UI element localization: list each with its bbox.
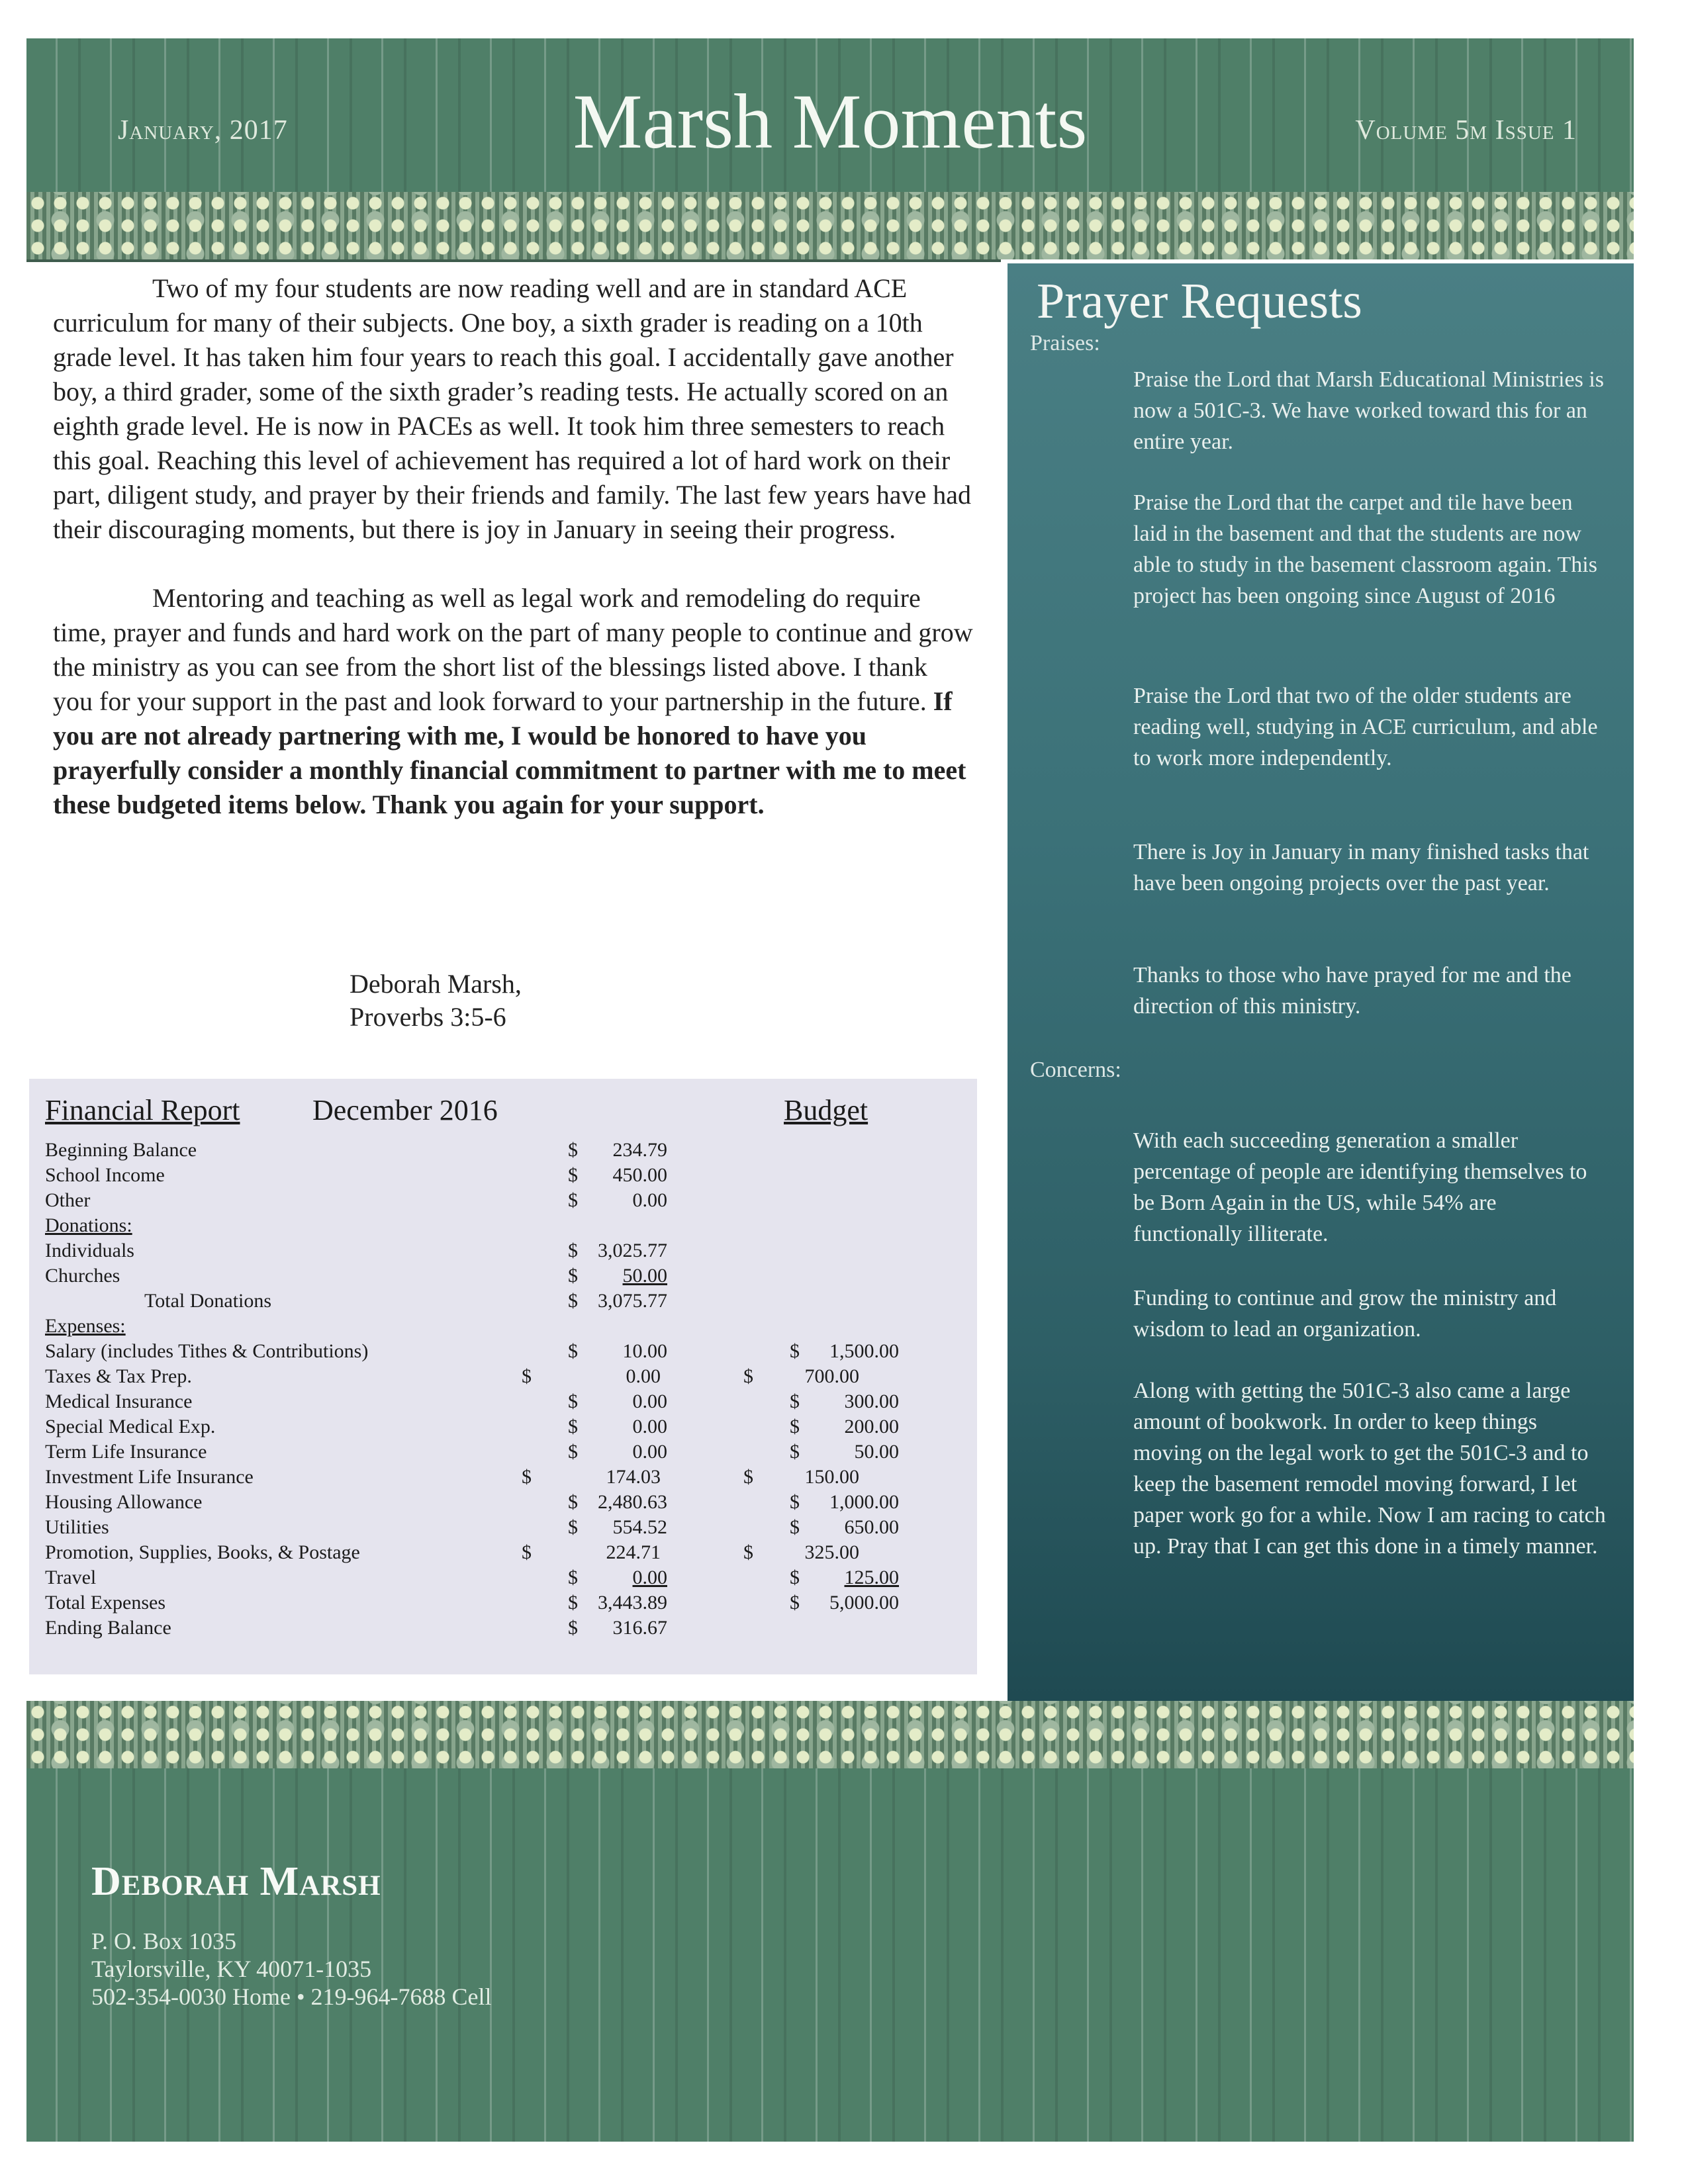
currency-symbol: $	[790, 1416, 800, 1437]
financial-row-label: Travel	[45, 1567, 97, 1588]
currency-symbol: $	[790, 1592, 800, 1614]
letter-appeal: If you are not already partnering with me, I would be honored to have you prayerfully consider a monthly financial commitment to partner with me to meet these budgeted items below. Thank you again for your support.	[53, 686, 966, 819]
decorative-band-bottom	[26, 1701, 1634, 1768]
currency-symbol: $	[568, 1265, 578, 1287]
letter-paragraph-1: Two of my four students are now reading well and are in standard ACE curriculum for many of their subjects. One boy, a sixth grader is reading on a 10th grade level. It has taken him four years to reach this goal. I accidentally gave another boy, a third grader, some of the sixth grader’s reading tests. He actually scored on an eighth grade level. He is now in PACEs as well. It took him three semesters to reach this goal. Reaching this level of achievement has required a lot of hard work on their part, diligent study, and prayer by their friends and family. The last few years have had their discouraging moments, but there is joy in January in seeing their progress.	[53, 273, 971, 544]
financial-report-month: December 2016	[312, 1094, 498, 1126]
financial-row-actual: 0.00	[626, 1365, 661, 1387]
financial-row-label: Salary (includes Tithes & Contributions)	[45, 1340, 369, 1362]
currency-symbol: $	[790, 1567, 800, 1588]
signature-verse: Proverbs 3:5-6	[350, 1002, 506, 1032]
financial-row	[45, 1541, 965, 1565]
financial-row	[45, 1616, 965, 1640]
financial-row-label: Housing Allowance	[45, 1491, 203, 1513]
financial-row	[45, 1314, 965, 1338]
letter-paragraph-2	[53, 581, 973, 822]
currency-symbol: $	[790, 1441, 800, 1463]
financial-row-actual: 0.00	[632, 1567, 667, 1588]
currency-symbol: $	[522, 1541, 532, 1563]
currency-symbol: $	[568, 1617, 578, 1639]
currency-symbol: $	[568, 1441, 578, 1463]
financial-row-actual: 3,025.77	[598, 1240, 667, 1261]
prayer-requests-title: Prayer Requests	[1037, 273, 1362, 329]
financial-row-budget: 1,500.00	[829, 1340, 899, 1362]
concern-item: With each succeeding generation a smaller percentage of people are identifying themselves to be Born Again in the US, while 54% are functionally illiterate.	[1133, 1128, 1587, 1246]
currency-symbol: $	[790, 1516, 800, 1538]
financial-report-title: Financial Report	[45, 1094, 240, 1126]
currency-symbol: $	[568, 1592, 578, 1614]
financial-row-label: Beginning Balance	[45, 1139, 197, 1161]
financial-row-label: School Income	[45, 1164, 165, 1186]
financial-row	[45, 1138, 965, 1162]
issue-volume: Volume 5m Issue 1	[1355, 115, 1577, 146]
currency-symbol: $	[743, 1466, 753, 1488]
financial-budget-heading: Budget	[784, 1094, 868, 1126]
financial-row-label: Churches	[45, 1265, 120, 1287]
footer-contact	[26, 1768, 1634, 2142]
financial-row	[45, 1390, 965, 1414]
prayer-requests-sidebar	[1008, 263, 1634, 1701]
financial-row-label: Special Medical Exp.	[45, 1416, 216, 1437]
financial-row-actual: 316.67	[612, 1617, 667, 1639]
financial-row-budget: 325.00	[804, 1541, 859, 1563]
financial-row-actual: 3,443.89	[598, 1592, 667, 1614]
contact-address-line-2: Taylorsville, KY 40071-1035	[91, 1956, 372, 1982]
currency-symbol: $	[568, 1567, 578, 1588]
masthead	[26, 38, 1634, 192]
financial-row	[45, 1163, 965, 1187]
currency-symbol: $	[522, 1466, 532, 1488]
financial-row	[45, 1289, 965, 1313]
financial-row-actual: 554.52	[612, 1516, 667, 1538]
currency-symbol: $	[790, 1390, 800, 1412]
concerns-heading: Concerns:	[1030, 1058, 1121, 1082]
currency-symbol: $	[568, 1139, 578, 1161]
financial-row-label: Term Life Insurance	[45, 1441, 207, 1463]
decorative-band-top	[26, 192, 1634, 259]
currency-symbol: $	[790, 1340, 800, 1362]
financial-row-actual: 224.71	[606, 1541, 661, 1563]
currency-symbol: $	[522, 1365, 532, 1387]
financial-row	[45, 1340, 965, 1363]
financial-row-actual: 3,075.77	[598, 1290, 667, 1312]
financial-row-label: Taxes & Tax Prep.	[45, 1365, 192, 1387]
praise-item: Thanks to those who have prayed for me and the direction of this ministry.	[1133, 963, 1571, 1019]
financial-row-label: Other	[45, 1189, 91, 1211]
financial-row	[45, 1591, 965, 1615]
currency-symbol: $	[790, 1491, 800, 1513]
financial-row-actual: 50.00	[622, 1265, 667, 1287]
financial-row-label: Medical Insurance	[45, 1390, 193, 1412]
contact-address-line-1: P. O. Box 1035	[91, 1928, 237, 1954]
financial-row-label: Utilities	[45, 1516, 109, 1538]
currency-symbol: $	[743, 1365, 753, 1387]
newsletter-title: Marsh Moments	[573, 78, 1088, 165]
financial-row-actual: 10.00	[622, 1340, 667, 1362]
contact-name: Deborah Marsh	[91, 1859, 381, 1904]
financial-row-actual: 234.79	[612, 1139, 667, 1161]
financial-row	[45, 1465, 965, 1489]
currency-symbol: $	[568, 1164, 578, 1186]
financial-row-actual: 174.03	[606, 1466, 661, 1488]
financial-row	[45, 1415, 965, 1439]
praise-item: Praise the Lord that two of the older students are reading well, studying in ACE curriculum, and able to work more independently.	[1133, 684, 1598, 770]
financial-row-label: Promotion, Supplies, Books, & Postage	[45, 1541, 360, 1563]
financial-row-budget: 125.00	[844, 1567, 899, 1588]
praise-item: Praise the Lord that Marsh Educational Ministries is now a 501C-3. We have worked toward this for an entire year.	[1133, 367, 1605, 454]
financial-row-budget: 50.00	[854, 1441, 899, 1463]
currency-symbol: $	[568, 1290, 578, 1312]
currency-symbol: $	[568, 1240, 578, 1261]
currency-symbol: $	[568, 1516, 578, 1538]
concern-item: Funding to continue and grow the ministry and wisdom to lead an organization.	[1133, 1286, 1557, 1342]
concern-item: Along with getting the 501C-3 also came a large amount of bookwork. In order to keep things moving on the legal work to get the 501C-3 and to keep the basement remodel moving forward, I let paper work go for a while. Now I am racing to catch up. Pray that I can get this done in a timely manner.	[1133, 1379, 1606, 1559]
praises-heading: Praises:	[1030, 331, 1100, 355]
financial-row-budget: 300.00	[844, 1390, 899, 1412]
financial-row-budget: 700.00	[804, 1365, 859, 1387]
financial-row	[45, 1214, 965, 1238]
currency-symbol: $	[568, 1189, 578, 1211]
financial-row-budget: 5,000.00	[829, 1592, 899, 1614]
signature-name: Deborah Marsh,	[350, 969, 522, 999]
financial-row	[45, 1365, 965, 1388]
financial-row-budget: 200.00	[844, 1416, 899, 1437]
financial-row-budget: 150.00	[804, 1466, 859, 1488]
financial-row	[45, 1516, 965, 1539]
currency-symbol: $	[743, 1541, 753, 1563]
financial-row-label: Ending Balance	[45, 1617, 171, 1639]
financial-row	[45, 1440, 965, 1464]
financial-row-label: Individuals	[45, 1240, 134, 1261]
financial-row	[45, 1239, 965, 1263]
financial-row-label: Total Expenses	[45, 1592, 166, 1614]
issue-date: January, 2017	[118, 115, 288, 146]
contact-phones: 502-354-0030 Home • 219-964-7688 Cell	[91, 1983, 492, 2010]
financial-row-actual: 2,480.63	[598, 1491, 667, 1513]
financial-row-budget: 1,000.00	[829, 1491, 899, 1513]
financial-row-label: Donations:	[45, 1214, 132, 1236]
financial-row-actual: 0.00	[632, 1390, 667, 1412]
letter-paragraph-2-text: Mentoring and teaching as well as legal work and remodeling do require time, prayer and funds and hard work on the part of many people to continue and grow the ministry as you can see from the short list of the blessings listed above. I thank you for your support in the past and look forward to your partnership in the future.	[53, 583, 973, 716]
financial-report	[29, 1079, 977, 1674]
currency-symbol: $	[568, 1491, 578, 1513]
signature-block	[350, 968, 522, 1034]
praise-item: Praise the Lord that the carpet and tile have been laid in the basement and that the students are now able to study in the basement classroom again. This project has been ongoing since August of 2016	[1133, 490, 1597, 608]
currency-symbol: $	[568, 1390, 578, 1412]
financial-row	[45, 1566, 965, 1590]
praise-item: There is Joy in January in many finished tasks that have been ongoing projects over the past year.	[1133, 840, 1589, 895]
financial-row-actual: 0.00	[632, 1416, 667, 1437]
financial-row-label: Total Donations	[144, 1290, 272, 1312]
financial-row-actual: 0.00	[632, 1189, 667, 1211]
financial-row-label: Investment Life Insurance	[45, 1466, 254, 1488]
financial-row-actual: 0.00	[632, 1441, 667, 1463]
financial-row	[45, 1264, 965, 1288]
financial-row-budget: 650.00	[844, 1516, 899, 1538]
section-divider	[26, 259, 1001, 262]
currency-symbol: $	[568, 1340, 578, 1362]
financial-row-label: Expenses:	[45, 1315, 126, 1337]
financial-row	[45, 1490, 965, 1514]
currency-symbol: $	[568, 1416, 578, 1437]
financial-row	[45, 1189, 965, 1212]
financial-row-actual: 450.00	[612, 1164, 667, 1186]
letter-body	[53, 271, 973, 856]
